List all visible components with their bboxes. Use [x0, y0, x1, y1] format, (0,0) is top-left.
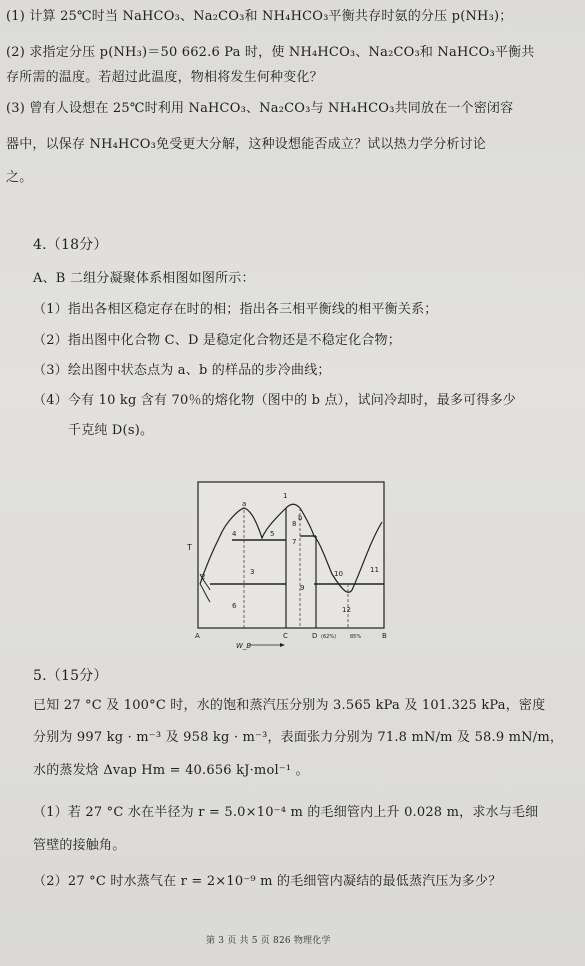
x-label-D: D — [312, 632, 318, 640]
x-axis-arrowhead — [280, 643, 285, 647]
region-7-label: 7 — [292, 538, 297, 546]
region-8-label: 8 — [292, 520, 297, 528]
region-12-label: 12 — [342, 606, 351, 614]
point-b-label: b — [298, 514, 303, 522]
q5-heading: 5.（15分） — [33, 668, 108, 684]
page-footer: 第 3 页 共 5 页 826 物理化学 — [206, 936, 331, 946]
x-label-85: 85% — [350, 634, 362, 640]
q4-item-1: （1）指出各相区稳定存在时的相；指出各三相平衡线的相平衡关系； — [33, 302, 438, 317]
region-4-label: 4 — [232, 530, 237, 538]
x-label-B: B — [382, 632, 387, 640]
q3-line-1: (1) 计算 25℃时当 NaHCO₃、Na₂CO₃和 NH₄HCO₃平衡共存时氨的分压 p(NH₃)； — [6, 9, 513, 24]
q4-intro: A、B 二组分凝聚体系相图如图所示： — [33, 271, 255, 286]
region-6-label: 6 — [232, 602, 237, 610]
q5-line-1: 已知 27 °C 及 100°C 时，水的饱和蒸汽压分别为 3.565 kPa 及 101.325 kPa，密度 — [33, 698, 546, 713]
region-2-label: 2 — [201, 573, 206, 581]
region-9-label: 9 — [300, 584, 305, 592]
q3-line-3: 存所需的温度。若超过此温度，物相将发生何种变化？ — [6, 70, 323, 85]
x-axis-label: W_B — [236, 642, 252, 650]
region-1-label: 1 — [283, 492, 288, 500]
y-axis-label: T — [187, 543, 192, 552]
q5-line-3: 水的蒸发焓 Δvap Hm = 40.656 kJ·mol⁻¹ 。 — [33, 763, 309, 778]
region-5-label: 5 — [270, 530, 275, 538]
phase-diagram — [186, 478, 396, 650]
q4-item-2: （2）指出图中化合物 C、D 是稳定化合物还是不稳定化合物； — [33, 333, 401, 348]
q5-item-1: （1）若 27 °C 水在半径为 r = 5.0×10⁻⁴ m 的毛细管内上升 0.028 m，求水与毛细 — [33, 805, 539, 820]
region-3-label: 3 — [250, 568, 255, 576]
x-label-62: (62%) — [321, 634, 337, 640]
q5-line-2: 分别为 997 kg · m⁻³ 及 958 kg · m⁻³，表面张力分别为 71.8 mN/m 及 58.9 mN/m， — [33, 730, 564, 745]
region-10-label: 10 — [334, 570, 343, 578]
q4-heading: 4.（18分） — [33, 237, 108, 253]
q3-line-6: 之。 — [6, 170, 33, 185]
q3-line-2: (2) 求指定分压 p(NH₃)＝50 662.6 Pa 时，使 NH₄HCO₃、Na₂CO₃和 NaHCO₃平衡共 — [6, 45, 535, 60]
q3-line-5: 器中，以保存 NH₄HCO₃免受更大分解，这种设想能否成立？试以热力学分析讨论 — [6, 137, 487, 152]
q5-item-2: （2）27 °C 时水蒸气在 r = 2×10⁻⁹ m 的毛细管内凝结的最低蒸汽压为多少？ — [33, 874, 502, 889]
region-11-label: 11 — [370, 566, 379, 574]
q4-item-3: （3）绘出图中状态点为 a、b 的样品的步冷曲线； — [33, 363, 331, 378]
x-label-C: C — [283, 632, 288, 640]
q4-item-4-cont: 千克纯 D(s)。 — [68, 423, 154, 438]
diagram-frame — [198, 482, 384, 628]
x-label-A: A — [195, 632, 200, 640]
q5-item-1-cont: 管壁的接触角。 — [33, 838, 126, 853]
point-a-label: a — [242, 500, 247, 508]
q4-item-4: （4）今有 10 kg 含有 70％的熔化物（图中的 b 点），试问冷却时，最多可得多少 — [33, 393, 516, 408]
q3-line-4: (3) 曾有人设想在 25℃时利用 NaHCO₃、Na₂CO₃与 NH₄HCO₃共同放在一个密闭容 — [6, 101, 514, 116]
